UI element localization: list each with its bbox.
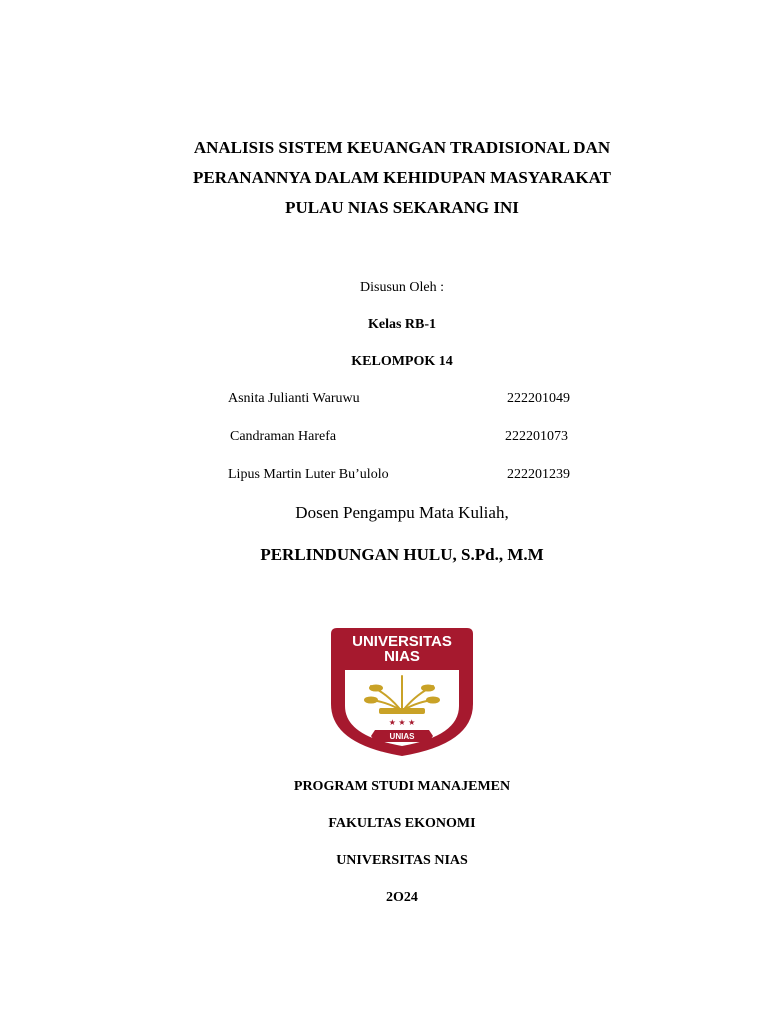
member-id-1: 222201049: [507, 391, 570, 406]
logo-base-bar: [379, 708, 425, 714]
document-title: [0, 133, 768, 223]
member-name-2: Candraman Harefa: [230, 429, 337, 444]
faculty-label: FAKULTAS EKONOMI: [328, 816, 476, 831]
logo-text-line-1: UNIVERSITAS: [352, 633, 452, 650]
member-id-2: 222201073: [505, 429, 568, 444]
lecturer-name: PERLINDUNGAN HULU, S.Pd., M.M: [260, 545, 544, 564]
university-label: UNIVERSITAS NIAS: [336, 853, 468, 868]
logo-badge-text: UNIAS: [389, 732, 415, 741]
program-label: PROGRAM STUDI MANAJEMEN: [293, 779, 511, 794]
member-id-3: 222201239: [507, 467, 570, 482]
year-label: 2O24: [386, 890, 418, 905]
logo-text-line-2: NIAS: [384, 648, 420, 665]
class-label: Kelas RB-1: [367, 317, 437, 332]
university-logo: [329, 626, 475, 758]
title-line-1: ANALISIS SISTEM KEUANGAN TRADISIONAL DAN: [193, 138, 611, 157]
compiled-by-label: Disusun Oleh :: [360, 280, 444, 295]
lecturer-heading: Dosen Pengampu Mata Kuliah,: [295, 503, 509, 522]
member-name-1: Asnita Julianti Waruwu: [228, 391, 360, 406]
logo-stars-icon: ★ ★ ★: [388, 718, 416, 727]
member-name-3: Lipus Martin Luter Bu’ulolo: [228, 467, 389, 482]
title-line-2: PERANANNYA DALAM KEHIDUPAN MASYARAKAT: [193, 168, 611, 187]
title-line-3: PULAU NIAS SEKARANG INI: [285, 198, 519, 217]
group-label: KELOMPOK 14: [351, 354, 453, 369]
